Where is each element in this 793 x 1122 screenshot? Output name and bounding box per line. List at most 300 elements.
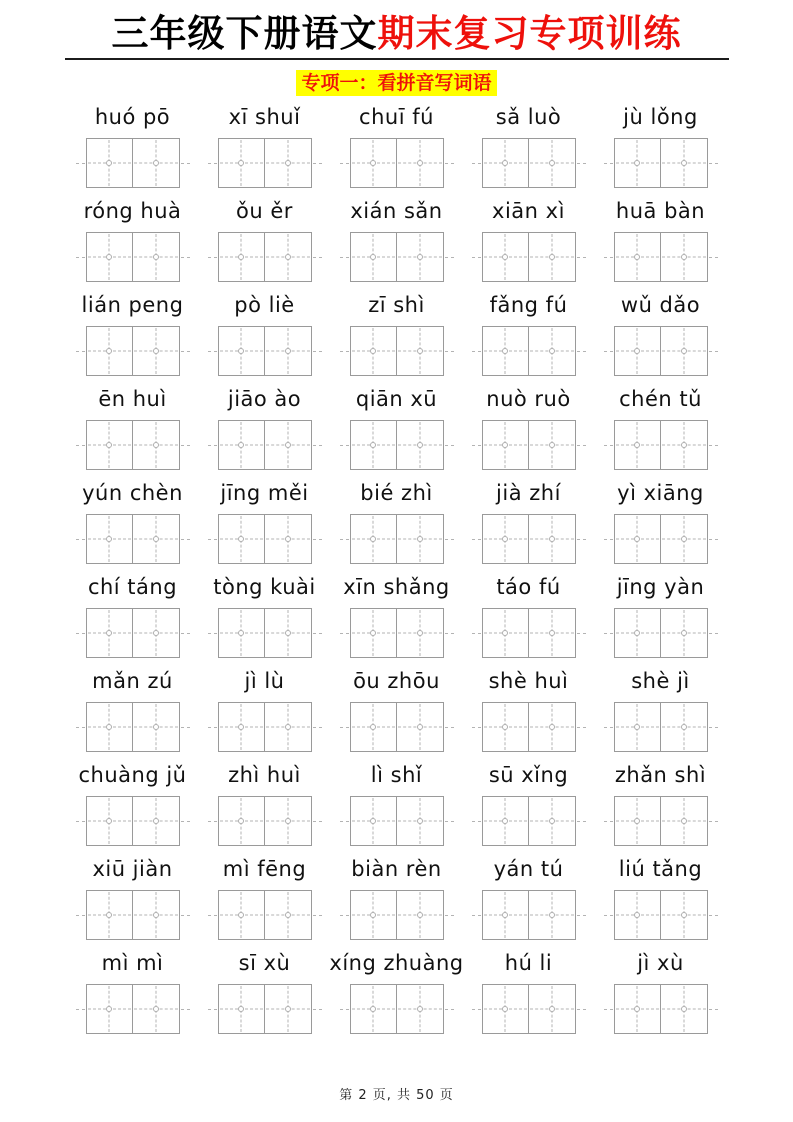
center-dot xyxy=(106,724,112,730)
grid-cell-left xyxy=(615,891,661,939)
grid-cell-right xyxy=(660,609,707,657)
grid-cell-right xyxy=(396,233,443,281)
writing-grid-box xyxy=(350,138,444,188)
word-cell xyxy=(199,104,331,188)
grid-cell-left xyxy=(615,985,661,1033)
center-dot xyxy=(634,818,640,824)
writing-grid-box xyxy=(614,232,708,282)
center-dot xyxy=(285,912,291,918)
pinyin-label: yì xiāng xyxy=(617,481,704,506)
center-dot xyxy=(681,912,687,918)
center-dot xyxy=(238,912,244,918)
center-dot xyxy=(549,724,555,730)
center-dot xyxy=(417,348,423,354)
writing-grid-box xyxy=(482,890,576,940)
center-dot xyxy=(285,254,291,260)
center-dot xyxy=(285,536,291,542)
grid-cell-left xyxy=(219,609,265,657)
grid-cell-right xyxy=(660,421,707,469)
center-dot xyxy=(370,160,376,166)
word-cell xyxy=(331,856,463,940)
center-dot xyxy=(634,160,640,166)
center-dot xyxy=(681,254,687,260)
pinyin-label: ēn huì xyxy=(98,387,167,412)
grid-cell-right xyxy=(396,609,443,657)
grid-cell-right xyxy=(660,797,707,845)
section-header xyxy=(0,70,793,97)
grid-cell-left xyxy=(615,139,661,187)
writing-grid-box xyxy=(482,702,576,752)
pinyin-label: sǎ luò xyxy=(495,105,562,130)
writing-grid-box xyxy=(614,420,708,470)
pinyin-label: hú li xyxy=(504,951,553,976)
grid-cell-right xyxy=(132,797,179,845)
page-title xyxy=(65,14,729,55)
pinyin-label: ōu zhōu xyxy=(353,669,440,694)
word-cell xyxy=(595,104,727,188)
center-dot xyxy=(502,1006,508,1012)
word-cell xyxy=(199,480,331,564)
word-cell xyxy=(67,198,199,282)
center-dot xyxy=(634,1006,640,1012)
center-dot xyxy=(238,630,244,636)
center-dot xyxy=(106,442,112,448)
center-dot xyxy=(106,818,112,824)
grid-cell-right xyxy=(396,421,443,469)
writing-grid-box xyxy=(218,984,312,1034)
pinyin-label: ǒu ěr xyxy=(236,199,293,224)
grid-cell-right xyxy=(264,421,311,469)
pinyin-label: fǎng fú xyxy=(489,293,568,318)
center-dot xyxy=(370,254,376,260)
word-cell xyxy=(331,198,463,282)
grid-cell-left xyxy=(87,515,133,563)
writing-grid-box xyxy=(218,702,312,752)
center-dot xyxy=(681,160,687,166)
grid-cell-right xyxy=(528,797,575,845)
pinyin-label: róng huà xyxy=(83,199,182,224)
grid-cell-left xyxy=(615,703,661,751)
center-dot xyxy=(502,160,508,166)
grid-cell-right xyxy=(660,233,707,281)
word-cell xyxy=(331,668,463,752)
center-dot xyxy=(153,254,159,260)
center-dot xyxy=(549,912,555,918)
pinyin-label: mì fēng xyxy=(222,857,307,882)
pinyin-label: xiān xì xyxy=(492,199,565,224)
writing-grid-box xyxy=(86,796,180,846)
pinyin-word-grid xyxy=(67,104,727,1034)
grid-cell-left xyxy=(483,985,529,1033)
center-dot xyxy=(502,630,508,636)
grid-cell-left xyxy=(87,609,133,657)
center-dot xyxy=(106,160,112,166)
writing-grid-box xyxy=(482,608,576,658)
grid-cell-right xyxy=(660,703,707,751)
center-dot xyxy=(502,818,508,824)
writing-grid-box xyxy=(350,796,444,846)
pinyin-label: sū xǐng xyxy=(488,763,569,788)
grid-cell-left xyxy=(219,985,265,1033)
writing-grid-box xyxy=(614,608,708,658)
writing-grid-box xyxy=(614,138,708,188)
grid-cell-left xyxy=(351,609,397,657)
grid-cell-left xyxy=(219,891,265,939)
center-dot xyxy=(417,536,423,542)
center-dot xyxy=(106,348,112,354)
center-dot xyxy=(681,536,687,542)
word-cell xyxy=(595,292,727,376)
pinyin-label: shè jì xyxy=(631,669,690,694)
center-dot xyxy=(238,724,244,730)
writing-grid-box xyxy=(86,608,180,658)
title-red-part: 期末复习专项训练 xyxy=(377,12,682,55)
grid-cell-right xyxy=(396,703,443,751)
writing-grid-box xyxy=(350,232,444,282)
center-dot xyxy=(681,630,687,636)
pinyin-label: chuī fú xyxy=(359,105,434,130)
center-dot xyxy=(370,912,376,918)
word-cell xyxy=(67,480,199,564)
word-cell xyxy=(67,292,199,376)
grid-cell-right xyxy=(396,139,443,187)
center-dot xyxy=(681,818,687,824)
center-dot xyxy=(502,254,508,260)
word-cell xyxy=(199,198,331,282)
grid-cell-left xyxy=(615,233,661,281)
grid-cell-left xyxy=(483,609,529,657)
grid-cell-right xyxy=(264,233,311,281)
writing-grid-box xyxy=(350,326,444,376)
word-row xyxy=(67,386,727,470)
word-cell xyxy=(595,480,727,564)
word-cell xyxy=(67,950,199,1034)
center-dot xyxy=(238,348,244,354)
center-dot xyxy=(502,724,508,730)
writing-grid-box xyxy=(86,232,180,282)
pinyin-label: nuò ruò xyxy=(486,387,571,412)
grid-cell-left xyxy=(87,797,133,845)
writing-grid-box xyxy=(350,514,444,564)
pinyin-label: xíng zhuàng xyxy=(329,951,464,976)
word-row xyxy=(67,950,727,1034)
center-dot xyxy=(502,348,508,354)
grid-cell-right xyxy=(660,985,707,1033)
word-cell xyxy=(199,856,331,940)
grid-cell-left xyxy=(219,139,265,187)
pinyin-label: zī shì xyxy=(368,293,425,318)
pinyin-label: biàn rèn xyxy=(351,857,442,882)
center-dot xyxy=(106,254,112,260)
center-dot xyxy=(417,442,423,448)
writing-grid-box xyxy=(86,702,180,752)
center-dot xyxy=(417,818,423,824)
grid-cell-right xyxy=(264,891,311,939)
pinyin-label: zhì huì xyxy=(228,763,301,788)
center-dot xyxy=(370,442,376,448)
center-dot xyxy=(502,912,508,918)
grid-cell-left xyxy=(351,233,397,281)
center-dot xyxy=(238,254,244,260)
center-dot xyxy=(681,348,687,354)
pinyin-label: yán tú xyxy=(493,857,564,882)
word-cell xyxy=(67,762,199,846)
writing-grid-box xyxy=(614,890,708,940)
grid-cell-left xyxy=(87,891,133,939)
grid-cell-left xyxy=(219,233,265,281)
center-dot xyxy=(417,1006,423,1012)
center-dot xyxy=(370,818,376,824)
writing-grid-box xyxy=(482,984,576,1034)
grid-cell-left xyxy=(219,327,265,375)
center-dot xyxy=(634,254,640,260)
word-cell xyxy=(67,668,199,752)
word-cell xyxy=(463,574,595,658)
grid-cell-right xyxy=(396,327,443,375)
center-dot xyxy=(285,818,291,824)
grid-cell-left xyxy=(615,421,661,469)
word-cell xyxy=(199,668,331,752)
grid-cell-left xyxy=(483,797,529,845)
writing-grid-box xyxy=(86,890,180,940)
writing-grid-box xyxy=(350,608,444,658)
pinyin-label: jīng yàn xyxy=(616,575,705,600)
word-cell xyxy=(331,480,463,564)
word-row xyxy=(67,104,727,188)
center-dot xyxy=(370,1006,376,1012)
writing-grid-box xyxy=(482,138,576,188)
grid-cell-left xyxy=(483,139,529,187)
word-cell xyxy=(331,386,463,470)
grid-cell-right xyxy=(264,515,311,563)
pinyin-label: yún chèn xyxy=(82,481,183,506)
writing-grid-box xyxy=(350,420,444,470)
center-dot xyxy=(153,724,159,730)
center-dot xyxy=(285,724,291,730)
word-cell xyxy=(463,950,595,1034)
word-cell xyxy=(463,104,595,188)
center-dot xyxy=(417,912,423,918)
grid-cell-right xyxy=(528,327,575,375)
writing-grid-box xyxy=(218,326,312,376)
pinyin-label: bié zhì xyxy=(360,481,433,506)
writing-grid-box xyxy=(614,984,708,1034)
pinyin-label: xiū jiàn xyxy=(92,857,173,882)
grid-cell-right xyxy=(132,609,179,657)
word-row xyxy=(67,292,727,376)
grid-cell-right xyxy=(264,609,311,657)
grid-cell-left xyxy=(87,421,133,469)
center-dot xyxy=(153,160,159,166)
pinyin-label: wǔ dǎo xyxy=(620,293,701,318)
writing-grid-box xyxy=(86,326,180,376)
center-dot xyxy=(681,442,687,448)
grid-cell-right xyxy=(396,797,443,845)
grid-cell-right xyxy=(528,515,575,563)
center-dot xyxy=(238,1006,244,1012)
word-row xyxy=(67,198,727,282)
writing-grid-box xyxy=(482,326,576,376)
grid-cell-left xyxy=(351,797,397,845)
center-dot xyxy=(153,348,159,354)
center-dot xyxy=(238,536,244,542)
grid-cell-left xyxy=(483,327,529,375)
writing-grid-box xyxy=(350,702,444,752)
center-dot xyxy=(549,254,555,260)
center-dot xyxy=(106,630,112,636)
pinyin-label: lì shǐ xyxy=(370,763,423,788)
pinyin-label: táo fú xyxy=(496,575,561,600)
pinyin-label: chí táng xyxy=(87,575,178,600)
center-dot xyxy=(370,348,376,354)
grid-cell-right xyxy=(132,515,179,563)
center-dot xyxy=(634,442,640,448)
writing-grid-box xyxy=(218,514,312,564)
center-dot xyxy=(634,536,640,542)
writing-grid-box xyxy=(614,796,708,846)
center-dot xyxy=(417,254,423,260)
pinyin-label: lián peng xyxy=(81,293,184,318)
grid-cell-left xyxy=(615,609,661,657)
center-dot xyxy=(106,536,112,542)
grid-cell-left xyxy=(483,421,529,469)
grid-cell-left xyxy=(351,891,397,939)
grid-cell-left xyxy=(615,797,661,845)
center-dot xyxy=(549,630,555,636)
grid-cell-left xyxy=(351,703,397,751)
center-dot xyxy=(549,160,555,166)
writing-grid-box xyxy=(86,138,180,188)
grid-cell-left xyxy=(87,703,133,751)
pinyin-label: jù lǒng xyxy=(623,105,698,130)
pinyin-label: huā bàn xyxy=(615,199,706,224)
word-row xyxy=(67,668,727,752)
center-dot xyxy=(285,442,291,448)
word-cell xyxy=(595,856,727,940)
center-dot xyxy=(238,442,244,448)
center-dot xyxy=(370,724,376,730)
grid-cell-right xyxy=(660,515,707,563)
grid-cell-right xyxy=(264,985,311,1033)
word-cell xyxy=(199,762,331,846)
word-cell xyxy=(331,292,463,376)
grid-cell-left xyxy=(87,985,133,1033)
word-cell xyxy=(463,762,595,846)
center-dot xyxy=(681,1006,687,1012)
word-cell xyxy=(67,856,199,940)
pinyin-label: jīng měi xyxy=(220,481,309,506)
center-dot xyxy=(153,630,159,636)
writing-grid-box xyxy=(218,796,312,846)
center-dot xyxy=(417,724,423,730)
grid-cell-right xyxy=(132,985,179,1033)
grid-cell-right xyxy=(396,985,443,1033)
grid-cell-left xyxy=(351,327,397,375)
grid-cell-left xyxy=(351,421,397,469)
grid-cell-left xyxy=(483,703,529,751)
grid-cell-right xyxy=(132,421,179,469)
writing-grid-box xyxy=(350,984,444,1034)
grid-cell-left xyxy=(87,327,133,375)
word-cell xyxy=(331,574,463,658)
writing-grid-box xyxy=(218,420,312,470)
center-dot xyxy=(285,630,291,636)
pinyin-label: pò liè xyxy=(234,293,295,318)
center-dot xyxy=(106,912,112,918)
word-row xyxy=(67,574,727,658)
grid-cell-right xyxy=(528,891,575,939)
word-cell xyxy=(595,574,727,658)
word-cell xyxy=(67,104,199,188)
pinyin-label: qiān xū xyxy=(355,387,438,412)
grid-cell-left xyxy=(483,891,529,939)
word-cell xyxy=(331,104,463,188)
pinyin-label: xián sǎn xyxy=(350,199,443,224)
writing-grid-box xyxy=(218,138,312,188)
grid-cell-right xyxy=(132,703,179,751)
word-cell xyxy=(199,574,331,658)
pinyin-label: jì xù xyxy=(637,951,684,976)
pinyin-label: mǎn zú xyxy=(92,669,173,694)
grid-cell-left xyxy=(219,421,265,469)
writing-grid-box xyxy=(86,420,180,470)
pinyin-label: mì mì xyxy=(101,951,164,976)
center-dot xyxy=(417,630,423,636)
grid-cell-right xyxy=(660,139,707,187)
center-dot xyxy=(549,348,555,354)
writing-grid-box xyxy=(350,890,444,940)
center-dot xyxy=(153,442,159,448)
word-cell xyxy=(463,668,595,752)
word-cell xyxy=(463,856,595,940)
center-dot xyxy=(549,1006,555,1012)
grid-cell-left xyxy=(351,139,397,187)
word-cell xyxy=(463,386,595,470)
writing-grid-box xyxy=(614,702,708,752)
pinyin-label: jì lù xyxy=(244,669,285,694)
center-dot xyxy=(370,630,376,636)
word-cell xyxy=(463,198,595,282)
grid-cell-right xyxy=(264,327,311,375)
grid-cell-left xyxy=(615,327,661,375)
center-dot xyxy=(153,912,159,918)
center-dot xyxy=(106,1006,112,1012)
center-dot xyxy=(238,818,244,824)
center-dot xyxy=(370,536,376,542)
center-dot xyxy=(634,724,640,730)
center-dot xyxy=(285,348,291,354)
pinyin-label: shè huì xyxy=(488,669,569,694)
word-cell xyxy=(463,292,595,376)
writing-grid-box xyxy=(218,890,312,940)
writing-grid-box xyxy=(482,796,576,846)
writing-grid-box xyxy=(614,326,708,376)
word-cell xyxy=(595,198,727,282)
center-dot xyxy=(549,536,555,542)
grid-cell-left xyxy=(483,233,529,281)
grid-cell-right xyxy=(264,703,311,751)
center-dot xyxy=(153,1006,159,1012)
center-dot xyxy=(153,818,159,824)
grid-cell-left xyxy=(351,515,397,563)
grid-cell-left xyxy=(219,797,265,845)
grid-cell-right xyxy=(132,891,179,939)
grid-cell-right xyxy=(132,327,179,375)
grid-cell-left xyxy=(87,233,133,281)
grid-cell-right xyxy=(660,891,707,939)
word-cell xyxy=(595,762,727,846)
word-cell xyxy=(595,950,727,1034)
